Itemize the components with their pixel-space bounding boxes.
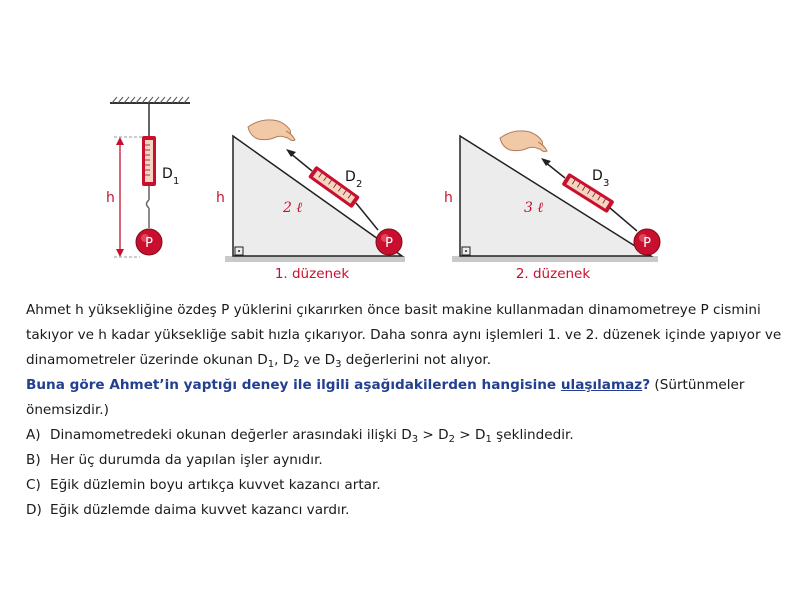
h-label-3: h <box>444 190 453 206</box>
option-b-letter: B) <box>26 452 41 468</box>
setup-2-caption: 2. düzenek <box>515 266 591 282</box>
option-d[interactable] <box>26 498 786 523</box>
hand-1 <box>248 120 295 141</box>
option-b-text: Her üç durumda da yapılan işler aynıdır. <box>50 452 323 468</box>
option-b[interactable] <box>26 448 786 473</box>
option-c-letter: C) <box>26 477 41 493</box>
question-paragraph <box>26 298 786 373</box>
h-label-1: h <box>106 190 115 206</box>
physics-figure <box>0 0 800 290</box>
d2-label: D <box>345 169 356 185</box>
paragraph-sub-2: 2 <box>293 359 300 370</box>
d2-subscript: 2 <box>356 179 363 190</box>
option-a-post: şeklindedir. <box>491 427 574 443</box>
d1-label: D <box>162 166 173 182</box>
option-a-pre: Dinamometredeki okunan değerler arasındaki ilişki D <box>50 427 412 443</box>
option-a-text <box>50 423 574 448</box>
length-label-2: 3 ℓ <box>524 200 544 216</box>
p-label-1: P <box>145 236 153 251</box>
paragraph-sub-1: 1 <box>267 359 275 370</box>
paragraph-comma: , D <box>274 352 294 368</box>
question-bold-text: Buna göre Ahmet’in yaptığı deney ile ilgili aşağıdakilerden hangisine <box>26 377 561 393</box>
p-label-3: P <box>643 236 651 251</box>
option-a-sub-3: 1 <box>485 434 492 445</box>
setup-2-ramp <box>452 136 658 262</box>
option-d-letter: D) <box>26 502 42 518</box>
question-underlined-word: ulaşılamaz <box>560 377 643 393</box>
dynamometer-d1 <box>142 136 156 228</box>
question-stem <box>26 373 786 423</box>
h-label-2: h <box>216 190 225 206</box>
option-a-gt-2: > D <box>454 427 486 443</box>
paragraph-end: değerlerini not alıyor. <box>341 352 492 368</box>
question-note: (Sürtünmeler önemsizdir.) <box>26 377 745 418</box>
d1-subscript: 1 <box>173 176 180 187</box>
option-a-letter: A) <box>26 427 41 443</box>
ceiling <box>110 97 190 103</box>
hand-2 <box>500 131 547 152</box>
option-d-text: Eğik düzlemde daima kuvvet kazancı vardır. <box>50 502 350 518</box>
paragraph-text: Ahmet h yüksekliğine özdeş P yüklerini çıkarırken önce basit makine kullanmadan dinamometreye P cismini takıyor ve h kadar yüksekliğe sabit hızla çıkarıyor. Daha sonra aynı işlemleri 1. ve 2. düzenek içinde yapıyor ve dinamometreler üzerinde okunan D <box>26 302 782 368</box>
option-c[interactable] <box>26 473 786 498</box>
p-label-2: P <box>385 236 393 251</box>
length-label-1: 2 ℓ <box>283 200 303 216</box>
d3-subscript: 3 <box>603 178 610 189</box>
question-mark: ? <box>642 377 651 393</box>
option-a-sub-1: 3 <box>411 434 419 445</box>
question-text-area <box>26 298 786 523</box>
paragraph-and: ve D <box>299 352 336 368</box>
option-a-sub-2: 2 <box>448 434 455 445</box>
d3-label: D <box>592 168 603 184</box>
option-a[interactable] <box>26 423 786 448</box>
option-c-text: Eğik düzlemin boyu artıkça kuvvet kazancı artar. <box>50 477 381 493</box>
paragraph-sub-3: 3 <box>335 359 342 370</box>
setup-1-caption: 1. düzenek <box>274 266 350 282</box>
option-a-gt-1: > D <box>418 427 449 443</box>
